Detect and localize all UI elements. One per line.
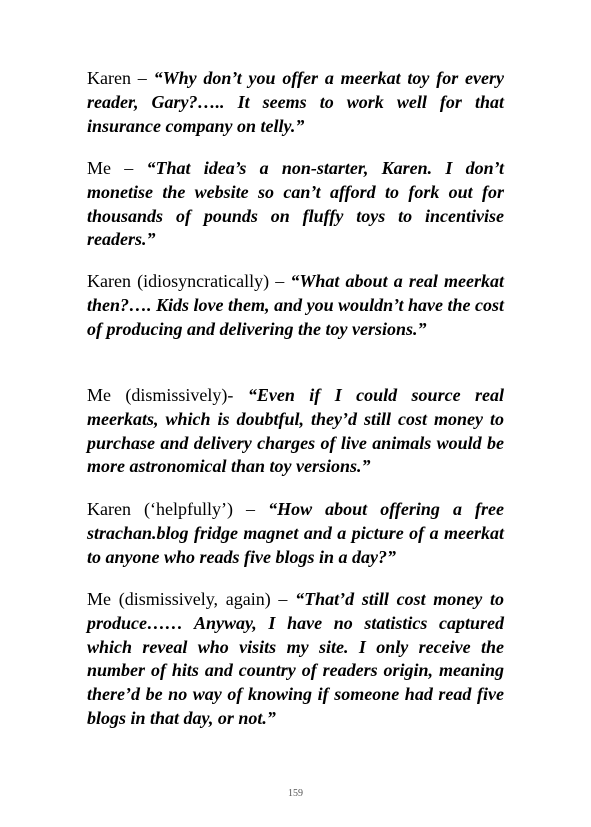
speaker-label: Me (dismissively)- <box>87 385 248 405</box>
dialogue-quote: “Even if I could source real meerkats, which is doubtful, they’d still cost money to purchase and delivery charges of live animals would be more astronomical than toy versions.” <box>87 385 504 477</box>
dialogue-paragraph-4 <box>87 384 504 479</box>
speaker-label: Karen (idiosyncratically) – <box>87 271 291 291</box>
dialogue-paragraph-1 <box>87 67 504 138</box>
dialogue-quote: “How about offering a free strachan.blog fridge magnet and a picture of a meerkat to anyone who reads five blogs in a day?” <box>87 499 504 567</box>
dialogue-paragraph-6 <box>87 588 504 731</box>
speaker-label: Me – <box>87 158 147 178</box>
speaker-label: Karen (‘helpfully’) – <box>87 499 269 519</box>
dialogue-quote: “That idea’s a non-starter, Karen. I don’t monetise the website so can’t afford to fork out for thousands of pounds on fluffy toys to incentivise readers.” <box>87 158 504 250</box>
dialogue-paragraph-5 <box>87 498 504 569</box>
dialogue-paragraph-2 <box>87 157 504 252</box>
speaker-label: Me (dismissively, again) – <box>87 589 296 609</box>
speaker-label: Karen – <box>87 68 154 88</box>
page-number: 159 <box>288 788 303 799</box>
dialogue-quote: “What about a real meerkat then?…. Kids love them, and you wouldn’t have the cost of producing and delivering the toy versions.” <box>87 271 505 339</box>
dialogue-quote: “Why don’t you offer a meerkat toy for every reader, Gary?….. It seems to work well for that insurance company on telly.” <box>87 68 504 136</box>
dialogue-paragraph-3 <box>87 270 504 341</box>
dialogue-quote: “That’d still cost money to produce…… Anyway, I have no statistics captured which reveal who visits my site. I only receive the number of hits and country of readers origin, meaning there’d be no way of knowing if someone had read five blogs in that day, or not.” <box>87 589 504 728</box>
